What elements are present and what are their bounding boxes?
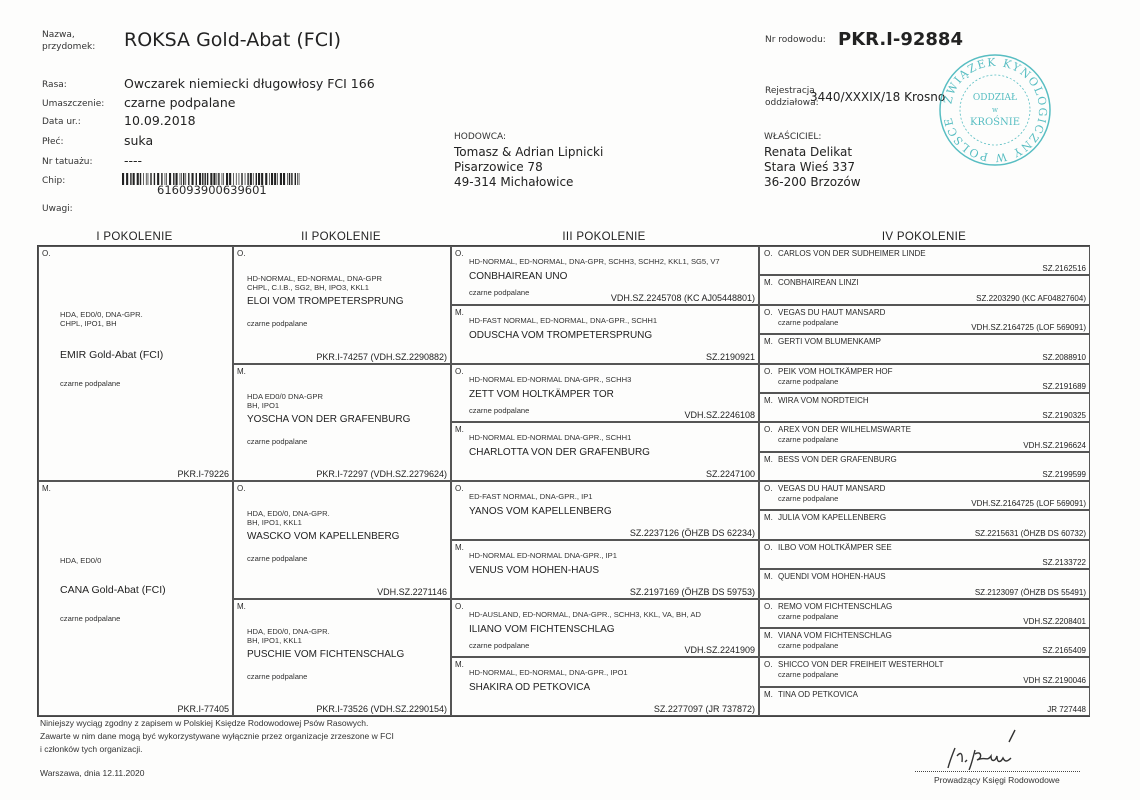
registration-number: SZ.2190325 [1042,411,1086,421]
pedigree-cell-gen4 [759,305,1090,334]
ancestor-name: ZETT VOM HOLTKÄMPER TOR [469,388,614,400]
svg-text:w: w [992,106,998,114]
generation-1-heading: I POKOLENIE [96,231,173,243]
health-tests: HDA ED0/0 DNA-GPR BH, IPO1 [247,391,323,410]
barcode-bar [133,173,135,185]
registration-number: SZ.2203290 (KC AF04827604) [976,293,1086,303]
ancestor-color: czarne podpalane [469,640,530,650]
ancestor-name: VEGAS DU HAUT MANSARD [778,307,886,317]
chip-barcode [122,170,302,182]
ancestor-name: YOSCHA VON DER GRAFENBURG [247,413,411,425]
sex-label: O. [455,366,464,376]
registration-number: SZ.2165409 [1042,646,1086,656]
sex-label: M. [764,513,773,523]
ancestor-color: czarne podpalane [778,611,839,621]
ancestor-name: YANOS VOM KAPELLENBERG [469,506,612,517]
ancestor-name: WIRA VOM NORDTEICH [778,395,869,405]
sex-label: O. [455,601,464,611]
sex-label: M. [764,630,773,640]
registration-label: Rejestracja oddziałowa: [765,86,819,108]
sex-label: O. [764,542,773,552]
barcode-bar [146,173,147,185]
registration-number: PKR.I-73526 (VDH.SZ.2290154) [316,704,447,714]
barcode-bar [287,173,288,185]
pedigree-cell-gen4 [759,481,1090,510]
registration-number: PKR.I-79226 [177,469,229,479]
ancestor-color: czarne podpalane [247,671,308,681]
pedigree-cell-gen4 [759,275,1090,304]
pedigree-cell-gen4 [759,687,1090,716]
svg-text:ZWIĄZEK KYNOLOGICZNY W POLSCE: ZWIĄZEK KYNOLOGICZNY W POLSCE [941,55,1050,165]
field-label: Uwagi: [42,204,73,214]
health-tests: HDA, ED0/0, DNA-GPR. CHPL, IPO1, BH [60,310,143,328]
ancestor-color: czarne podpalane [469,405,530,415]
owner-label: WŁAŚCICIEL: [764,132,822,142]
health-tests: HD-NORMAL ED-NORMAL DNA-GPR., SCHH1 [469,433,632,443]
svg-text:ODDZIAŁ: ODDZIAŁ [972,93,1018,103]
ancestor-name: ELOI VOM TROMPETERSPRUNG [247,296,404,307]
name-label: Nazwa, przydomek: [42,30,96,52]
sex-label: O. [764,249,773,258]
ancestor-color: czarne podpalane [778,317,839,327]
sex-label: O. [764,366,773,376]
barcode-bar [130,173,131,185]
pedigree-cell-gen4 [759,334,1090,363]
registration-number: VDH SZ.2190046 [1023,675,1086,685]
ancestor-name: REMO VOM FICHTENSCHLAG [778,601,893,611]
pedigree-cell-gen2 [233,599,451,717]
ancestor-color: czarne podpalane [60,614,121,623]
field-label: Umaszczenie: [42,99,105,109]
signature-caption: Prowadzący Księgi Rodowodowe [934,775,1060,785]
health-tests: HD-NORMAL ED-NORMAL DNA-GPR., IP1 [469,550,617,560]
sex-label: O. [42,249,51,258]
registration-number: VDH.SZ.2208401 [1023,616,1086,626]
field-value: czarne podpalane [124,95,236,110]
registration-number: SZ.2247100 [705,469,755,479]
barcode-bar [137,173,139,185]
breeder-label: HODOWCA: [454,132,507,142]
pedigree-cell-gen4 [759,393,1090,422]
field-label: Data ur.: [42,117,81,127]
registration-number: VDH.SZ.2196624 [1023,440,1086,450]
health-tests: HDA, ED0/0 [60,556,102,565]
registration-number: SZ.2277097 (JR 737872) [653,704,755,714]
registration-number: PKR.I-77405 [177,704,229,714]
health-tests: HD-AUSLAND, ED-NORMAL, DNA-GPR., SCHH3, KKL, VA, BH, AD [469,609,701,619]
field-value: Owczarek niemiecki długowłosy FCI 166 [124,76,375,91]
ancestor-name: ILIANO VOM FICHTENSCHLAG [469,623,615,635]
registration-number: PKR.I-74257 (VDH.SZ.2290882) [316,351,447,362]
ancestor-color: czarne podpalane [60,379,121,388]
registration-number: PKR.I-72297 (VDH.SZ.2279624) [316,469,447,479]
pedigree-cell-gen4 [759,246,1090,275]
pedigree-cell-gen3 [451,481,759,540]
ancestor-color: czarne podpalane [247,436,308,446]
pedigree-cell-gen1 [38,246,233,481]
barcode-bar [126,173,128,185]
owner-address: Renata Delikat Stara Wieś 337 36-200 Brzozów [764,145,861,189]
registration-number: SZ.2197169 (ÖHZB DS 59753) [629,586,755,597]
pedigree-cell-gen4 [759,452,1090,481]
health-tests: HD-NORMAL ED-NORMAL DNA-GPR., SCHH3 [469,374,632,384]
ancestor-color: czarne podpalane [469,288,530,297]
pedigree-cell-gen4 [759,540,1090,569]
ancestor-name: VEGAS DU HAUT MANSARD [778,484,886,493]
place-date: Warszawa, dnia 12.11.2020 [40,768,145,778]
generation-4-heading: IV POKOLENIE [881,231,967,243]
signature-line [915,771,1080,772]
barcode-bar [274,173,276,185]
barcode-bar [269,173,270,185]
ancestor-color: czarne podpalane [247,319,308,328]
sex-label: O. [764,484,773,493]
sex-label: M. [42,484,51,493]
pedigree-cell-gen2 [233,481,451,599]
sex-label: M. [764,454,773,464]
ancestor-name: PUSCHIE VOM FICHTENSCHALG [247,648,405,660]
sex-label: M. [764,395,773,405]
ancestor-name: CARLOS VON DER SUDHEIMER LINDE [778,249,926,258]
barcode-bar [148,173,149,185]
ancestor-name: SHICCO VON DER FREIHEIT WESTERHOLT [778,660,944,670]
sex-label: O. [237,484,246,493]
sex-label: O. [764,425,773,435]
sex-label: M. [237,366,246,376]
barcode-bar [277,173,278,185]
barcode-bar [280,173,282,185]
ancestor-color: czarne podpalane [778,670,839,680]
barcode-bar [283,173,285,185]
ancestor-name: ILBO VOM HOLTKÄMPER SEE [778,542,892,552]
sex-label: O. [455,484,464,493]
ancestor-name: WASCKO VOM KAPELLENBERG [247,531,400,542]
ancestor-color: czarne podpalane [778,435,839,445]
health-tests: HD-NORMAL, ED-NORMAL, DNA-GPR., IPO1 [469,668,628,678]
sex-label: M. [455,542,464,552]
health-tests: HD-FAST NORMAL, ED-NORMAL, DNA-GPR., SCHH1 [469,315,658,325]
pedigree-cell-gen4 [759,569,1090,598]
registration-value: 3440/XXXIX/18 Krosno [810,90,946,104]
ancestor-name: BESS VON DER GRAFENBURG [778,454,897,464]
signature [935,728,1035,770]
pedigree-cell-gen3 [451,246,759,305]
registration-number: SZ.2133722 [1042,558,1086,568]
pedigree-cell-gen3 [451,422,759,481]
sex-label: M. [764,572,773,582]
sex-label: M. [455,425,464,435]
registration-number: VDH.SZ.2271146 [377,586,447,597]
ancestor-name: VENUS VOM HOHEN-HAUS [469,564,600,576]
chip-number: 616093900639601 [157,183,267,197]
ancestor-name: QUENDI VOM HOHEN-HAUS [778,572,886,582]
ancestor-name: TINA OD PETKOVICA [778,689,859,699]
pedigree-cell-gen4 [759,628,1090,657]
registration-number: VDH.SZ.2246108 [684,410,755,421]
registration-number: VDH.SZ.2241909 [684,645,755,656]
sex-label: O. [764,601,773,611]
sex-label: O. [455,249,464,258]
registration-number: SZ.2191689 [1042,381,1086,391]
pedigree-cell-gen3 [451,657,759,716]
field-value: ---- [124,153,143,168]
registration-number: SZ.2215631 (ÖHZB DS 60732) [974,528,1086,538]
registration-number: VDH.SZ.2245708 (KC AJ05448801) [610,292,755,303]
pedigree-cell-gen4 [759,599,1090,628]
health-tests: HD-NORMAL, ED-NORMAL, DNA-GPR CHPL, C.I.B., SG2, BH, IPO3, KKL1 [247,274,383,292]
barcode-bar [289,173,290,185]
barcode-bar [297,173,298,185]
barcode-bar [143,173,144,185]
ancestor-color: czarne podpalane [778,376,839,386]
barcode-bar [154,173,155,185]
sex-label: O. [237,249,246,258]
barcode-bar [140,173,141,185]
registration-number: VDH.SZ.2164725 (LOF 569091) [971,499,1086,509]
generation-3-heading: III POKOLENIE [562,231,646,243]
registration-number: SZ.2088910 [1042,352,1086,362]
kennel-club-stamp [935,50,1055,170]
field-label: Płeć: [42,137,64,147]
barcode-bar [291,173,292,185]
generation-2-heading: II POKOLENIE [301,231,381,243]
ancestor-color: czarne podpalane [247,554,308,563]
barcode-bar [295,173,296,185]
pedigree-cell-gen3 [451,305,759,364]
barcode-bar [122,173,124,185]
breeder-address: Tomasz & Adrian Lipnicki Pisarzowice 78 49-314 Michałowice [454,145,604,189]
pedigree-cell-gen4 [759,510,1090,539]
field-value: 10.09.2018 [124,113,196,128]
registration-number: SZ.2162516 [1042,264,1086,274]
pedigree-table [37,245,1090,717]
pedigree-cell-gen1 [38,481,233,716]
field-label: Chip: [42,176,66,186]
sex-label: M. [237,601,246,611]
pedigree-cell-gen3 [451,599,759,658]
ancestor-name: ODUSCHA VOM TROMPETERSPRUNG [469,329,653,341]
health-tests: HD-NORMAL, ED-NORMAL, DNA-GPR, SCHH3, SCHH2, KKL1, SG5, V7 [469,257,720,266]
sex-label: M. [764,337,773,347]
ancestor-name: CONBHAIREAN UNO [469,271,568,282]
ancestor-name: CHARLOTTA VON DER GRAFENBURG [469,447,650,459]
ancestor-name: JULIA VOM KAPELLENBERG [778,513,887,523]
pedigree-number: PKR.I-92884 [838,29,963,50]
ancestor-name: CONBHAIREAN LINZI [778,278,859,288]
barcode-bar [299,173,300,185]
sex-label: M. [764,278,773,288]
notice-text: Niniejszy wyciąg zgodny z zapisem w Polskiej Księdze Rodowodowej Psów Rasowych. Zawarte w nim dane mogą być wykorzystywane wyłącznie przez organizacje zrzeszone w FCI i członków tych organizacji. [40,718,394,754]
health-tests: ED-FAST NORMAL, DNA-GPR., IP1 [469,492,593,501]
ancestor-color: czarne podpalane [778,640,839,650]
registration-number: SZ.2237126 (ÖHZB DS 62234) [629,527,755,538]
ancestor-name: AREX VON DER WILHELMSWARTE [778,425,911,435]
barcode-bar [150,173,151,185]
registration-number: VDH.SZ.2164725 (LOF 569091) [971,323,1086,333]
pedigree-cell-gen2 [233,246,451,364]
pedigree-number-label: Nr rodowodu: [765,35,826,45]
registration-number: SZ.2190921 [705,351,755,362]
ancestor-color: czarne podpalane [778,494,839,503]
ancestor-name: EMIR Gold-Abat (FCI) [60,349,164,361]
svg-text:KROŚNIE: KROŚNIE [969,117,1021,128]
field-label: Nr tatuażu: [42,157,93,167]
health-tests: HDA, ED0/0, DNA-GPR. BH, IPO1, KKL1 [247,509,330,527]
sex-label: M. [764,689,773,699]
pedigree-cell-gen4 [759,364,1090,393]
registration-number: SZ.2123097 (ÖHZB DS 55491) [974,587,1086,597]
field-value: suka [124,133,154,148]
ancestor-name: GERTI VOM BLUMENKAMP [778,337,881,347]
sex-label: O. [764,307,773,317]
ancestor-name: CANA Gold-Abat (FCI) [60,584,166,596]
sex-label: M. [455,307,464,317]
pedigree-cell-gen2 [233,364,451,482]
barcode-bar [271,173,273,185]
ancestor-name: VIANA VOM FICHTENSCHLAG [778,630,892,640]
registration-number: SZ.2199599 [1042,470,1086,479]
pedigree-cell-gen4 [759,657,1090,686]
pedigree-cell-gen4 [759,422,1090,451]
ancestor-name: PEIK VOM HOLTKÄMPER HOF [778,366,893,376]
dog-name: ROKSA Gold-Abat (FCI) [124,29,342,51]
field-label: Rasa: [42,80,67,90]
ancestor-name: SHAKIRA OD PETKOVICA [469,682,591,694]
pedigree-cell-gen3 [451,364,759,423]
sex-label: O. [764,660,773,670]
pedigree-cell-gen3 [451,540,759,599]
health-tests: HDA, ED0/0, DNA-GPR. BH, IPO1, KKL1 [247,626,330,645]
registration-number: JR 727448 [1047,705,1086,714]
sex-label: M. [455,660,464,670]
